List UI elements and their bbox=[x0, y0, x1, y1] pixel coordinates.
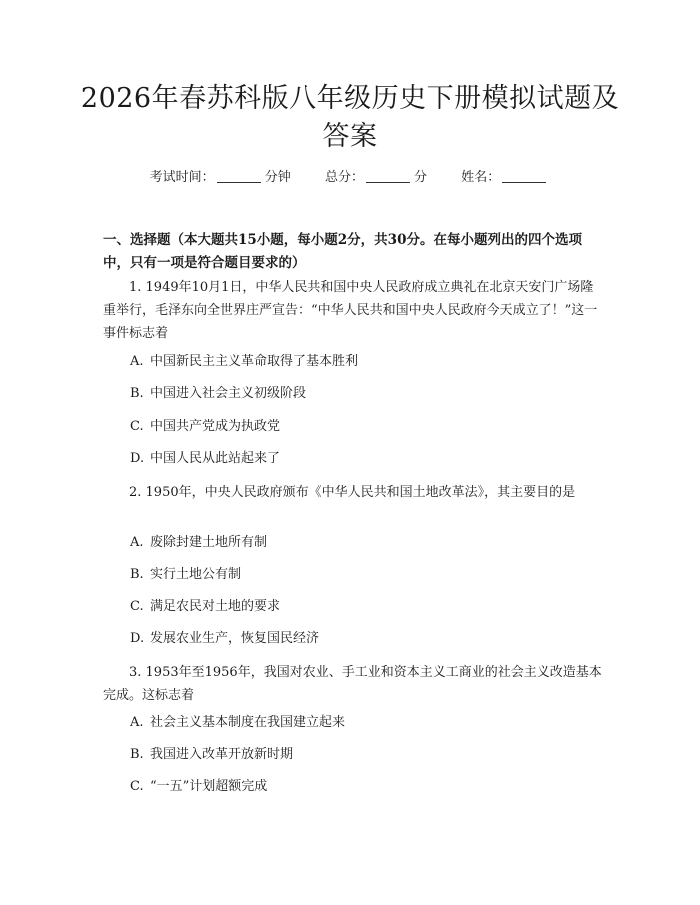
question-3-option-b bbox=[130, 746, 600, 764]
total-score-blank bbox=[366, 170, 410, 183]
question-2-option-d bbox=[130, 630, 600, 648]
exam-time-blank bbox=[217, 170, 261, 183]
option-text: 满足农民对土地的要求 bbox=[150, 599, 281, 614]
total-score-unit: 分 bbox=[414, 170, 428, 185]
total-score-label: 总分： bbox=[324, 170, 364, 185]
exam-time-label: 考试时间： bbox=[149, 170, 215, 185]
question-3-stem: 3. 1953年至1956年，我国对农业、手工业和资本主义工商业的社会主义改造基本完成。这标志着 bbox=[103, 665, 602, 703]
question-1-option-b bbox=[130, 385, 600, 403]
option-letter: A. bbox=[130, 354, 144, 369]
question-3-option-c bbox=[130, 778, 600, 796]
option-text: 中国进入社会主义初级阶段 bbox=[150, 386, 307, 401]
option-letter: C. bbox=[130, 419, 144, 434]
student-name-label: 姓名： bbox=[461, 170, 501, 185]
option-letter: C. bbox=[130, 599, 144, 614]
question-1-option-a bbox=[130, 353, 600, 371]
option-letter: B. bbox=[130, 747, 144, 762]
option-text: 实行土地公有制 bbox=[150, 567, 242, 582]
option-letter: B. bbox=[130, 567, 144, 582]
question-1-option-c bbox=[130, 418, 600, 436]
student-name-blank bbox=[502, 170, 546, 183]
option-text: 废除封建土地所有制 bbox=[150, 535, 268, 550]
option-text: 社会主义基本制度在我国建立起来 bbox=[150, 715, 346, 730]
option-text: 中国人民从此站起来了 bbox=[150, 451, 281, 466]
option-text: 中国共产党成为执政党 bbox=[150, 419, 281, 434]
exam-time-unit: 分钟 bbox=[264, 170, 291, 185]
option-text: 我国进入改革开放新时期 bbox=[150, 747, 294, 762]
option-text: “一五”计划超额完成 bbox=[150, 779, 268, 794]
section-heading: 一、选择题（本大题共15小题，每小题2分，共30分。在每小题列出的四个选项中，只有一项是符合题目要求的） bbox=[103, 232, 582, 271]
question-2-stem: 2. 1950年，中央人民政府颁布《中华人民共和国土地改革法》，其主要目的是 bbox=[129, 485, 576, 500]
option-text: 发展农业生产，恢复国民经济 bbox=[150, 631, 320, 646]
question-2-option-a bbox=[130, 534, 600, 552]
question-2-option-c bbox=[130, 598, 600, 616]
question-1-option-d bbox=[130, 450, 600, 468]
exam-info-line bbox=[0, 169, 700, 187]
question-1-stem: 1. 1949年10月1日，中华人民共和国中央人民政府成立典礼在北京天安门广场隆重举行，毛泽东向全世界庄严宣告：“中华人民共和国中央人民政府今天成立了！”这一事件标志着 bbox=[103, 280, 598, 341]
option-letter: B. bbox=[130, 386, 144, 401]
question-3-option-a bbox=[130, 714, 600, 732]
option-letter: A. bbox=[130, 715, 144, 730]
document-title: 2026年春苏科版八年级历史下册模拟试题及答案 bbox=[80, 83, 620, 152]
option-letter: A. bbox=[130, 535, 144, 550]
option-letter: C. bbox=[130, 779, 144, 794]
option-text: 中国新民主主义革命取得了基本胜利 bbox=[150, 354, 359, 369]
question-2-option-b bbox=[130, 566, 600, 584]
option-letter: D. bbox=[130, 631, 145, 646]
option-letter: D. bbox=[130, 451, 145, 466]
